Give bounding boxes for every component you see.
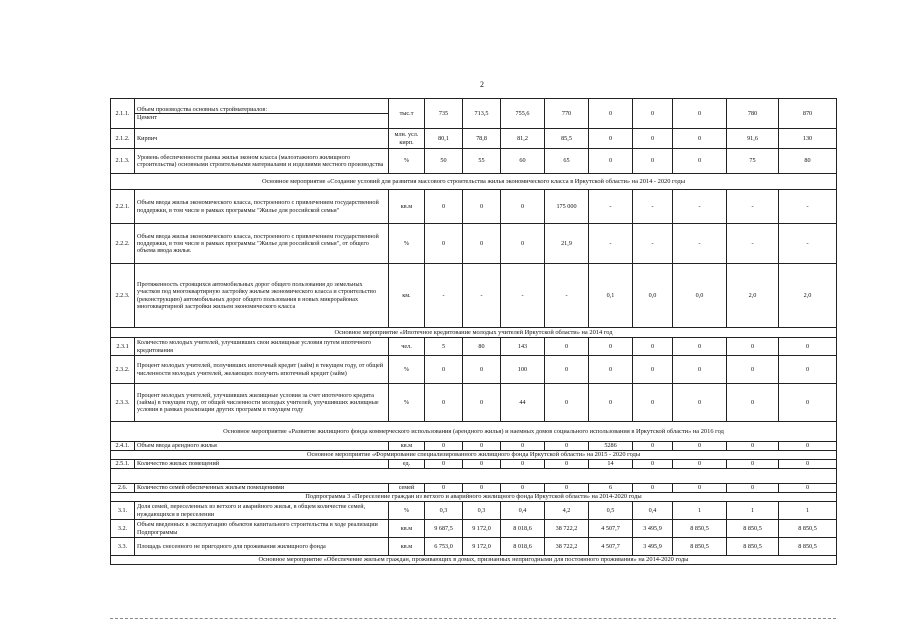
unit-cell: тыс.т <box>389 99 425 129</box>
value-cell: 3 495,9 <box>633 520 673 538</box>
row-index: 2.1.1. <box>111 99 135 129</box>
value-cell: 0 <box>545 460 589 469</box>
value-cell: 0 <box>673 129 727 149</box>
value-cell: - <box>545 264 589 328</box>
indicator-name: Доля семей, переселенных из ветхого и аварийного жилья, в общем количестве семей, нуждающихся в переселении <box>135 502 389 520</box>
value-cell: 8 850,5 <box>727 538 779 556</box>
value-cell: 0 <box>633 442 673 451</box>
value-cell: 0 <box>779 356 837 384</box>
value-cell: - <box>463 264 501 328</box>
value-cell: 0 <box>673 99 727 129</box>
section-title: Подпрограмма 3 «Переселение граждан из ветхого и аварийного жилищного фонда Иркутской области» на 2014-2020 годы <box>111 493 837 502</box>
table-row <box>111 338 837 356</box>
value-cell: 100 <box>501 356 545 384</box>
value-cell: 0 <box>779 384 837 422</box>
value-cell: 0 <box>425 484 463 493</box>
value-cell: 8 018,6 <box>501 538 545 556</box>
value-cell: 0 <box>425 442 463 451</box>
value-cell: - <box>633 224 673 264</box>
value-cell: - <box>673 190 727 224</box>
value-cell: 9 172,0 <box>463 538 501 556</box>
unit-cell: кв.м <box>389 538 425 556</box>
indicator-name: Уровень обеспеченности рынка жилья эконом класса (малоэтажного жилищного строительства) основными строительными материалами и изделиями местного производства <box>135 149 389 174</box>
indicator-name: Количество семей обеспеченных жильем помещениями <box>135 484 389 493</box>
value-cell: 55 <box>463 149 501 174</box>
section-header-row <box>111 328 837 338</box>
value-cell: 85,5 <box>545 129 589 149</box>
indicator-name: Кирпич <box>135 129 389 149</box>
value-cell: 60 <box>501 149 545 174</box>
page-number: 2 <box>480 80 484 89</box>
value-cell: 780 <box>727 99 779 129</box>
value-cell: 4 507,7 <box>589 538 633 556</box>
blank-row <box>111 469 837 484</box>
row-index: 3.2. <box>111 520 135 538</box>
value-cell: 0 <box>727 484 779 493</box>
section-header-row <box>111 174 837 190</box>
section-title: Основное мероприятие «Развитие жилищного фонда коммерческого использования (арендного жилья) и наемных домов социального использования в Иркутской области» на 2016 год <box>111 422 837 442</box>
value-cell: - <box>727 224 779 264</box>
value-cell: 4,2 <box>545 502 589 520</box>
value-cell: 0 <box>545 338 589 356</box>
table-row <box>111 538 837 556</box>
unit-cell: ед. <box>389 460 425 469</box>
value-cell: 0 <box>633 129 673 149</box>
bottom-rule <box>110 618 836 620</box>
value-cell: 65 <box>545 149 589 174</box>
value-cell: 0 <box>463 190 501 224</box>
value-cell: 0,5 <box>589 502 633 520</box>
value-cell: 8 018,6 <box>501 520 545 538</box>
value-cell: 0 <box>425 224 463 264</box>
section-header-row <box>111 422 837 442</box>
unit-cell: % <box>389 502 425 520</box>
table-row <box>111 129 837 149</box>
indicator-name: Процент молодых учителей, улучшивших жилищные условия за счет ипотечного кредита (займа) в текущем году, от общей численности молодых учителей, улучшивших жилищные условия в рамках реализации других программ в текущем году <box>135 384 389 422</box>
value-cell: 713,5 <box>463 99 501 129</box>
value-cell: 0 <box>545 484 589 493</box>
value-cell: 0 <box>673 484 727 493</box>
value-cell: 770 <box>545 99 589 129</box>
indicator-name: Количество молодых учителей, улучшивших свои жилищные условия путем ипотечного кредитования <box>135 338 389 356</box>
value-cell: 8 850,5 <box>779 538 837 556</box>
value-cell: - <box>673 224 727 264</box>
value-cell: 0 <box>589 356 633 384</box>
value-cell: - <box>633 190 673 224</box>
value-cell: 0 <box>633 356 673 384</box>
value-cell: 0,1 <box>589 264 633 328</box>
value-cell: 0 <box>633 484 673 493</box>
value-cell: - <box>501 264 545 328</box>
value-cell: 0 <box>545 442 589 451</box>
value-cell: 0 <box>463 224 501 264</box>
row-index: 2.5.1. <box>111 460 135 469</box>
indicator-name: Площадь снесенного не пригодного для проживания жилищного фонда <box>135 538 389 556</box>
value-cell: 6 <box>589 484 633 493</box>
indicator-name: Объем ввода жилья экономического класса, построенного с привлечением государственной поддержки, в том числе в рамках программы "Жилье для российской семьи", от общего объема ввода жилья. <box>135 224 389 264</box>
table-row <box>111 356 837 384</box>
value-cell: 0 <box>673 356 727 384</box>
table-row <box>111 224 837 264</box>
value-cell: 0 <box>425 384 463 422</box>
value-cell: 80 <box>463 338 501 356</box>
value-cell: 0 <box>673 460 727 469</box>
row-index: 2.1.3. <box>111 149 135 174</box>
value-cell: 4 507,7 <box>589 520 633 538</box>
value-cell: 0,3 <box>425 502 463 520</box>
value-cell: 0 <box>501 190 545 224</box>
row-index: 2.3.3. <box>111 384 135 422</box>
indicator-group-title: Объем производства основных стройматериалов: <box>135 106 388 114</box>
value-cell: 0 <box>501 460 545 469</box>
table-row <box>111 384 837 422</box>
value-cell: 0 <box>463 384 501 422</box>
indicator-name: Процент молодых учителей, получивших ипотечный кредит (займ) в текущем году, от общей численности молодых учителей, желающих получить ипотечный кредит (займ) <box>135 356 389 384</box>
value-cell: 80,1 <box>425 129 463 149</box>
unit-cell: семей <box>389 484 425 493</box>
table-row <box>111 149 837 174</box>
value-cell: 0 <box>589 129 633 149</box>
value-cell: 0 <box>779 460 837 469</box>
row-index: 2.3.2. <box>111 356 135 384</box>
indicator-name: Протяженность строящихся автомобильных дорог общего пользования до земельных участков под многоквартирную застройку жильем экономического класса и строительство (реконструкцию) автомобильных дорог общего пользования в новых микрорайонах многоквартирной застройки жильем экономического класса <box>135 264 389 328</box>
value-cell: 0 <box>633 384 673 422</box>
value-cell: - <box>589 224 633 264</box>
row-index: 2.1.2. <box>111 129 135 149</box>
row-index: 2.2.2. <box>111 224 135 264</box>
unit-cell: % <box>389 356 425 384</box>
value-cell: - <box>727 190 779 224</box>
value-cell: 2,0 <box>779 264 837 328</box>
unit-cell: км. <box>389 264 425 328</box>
value-cell: 0 <box>425 190 463 224</box>
section-title: Основное мероприятие «Формирование специализированного жилищного фонда Иркутской области» на 2015 - 2020 годы <box>111 451 837 460</box>
value-cell: 5286 <box>589 442 633 451</box>
section-title: Основное мероприятие «Создание условий для развития массового строительства жилья экономического класса в Иркутской области» на 2014 - 2020 годы <box>111 174 837 190</box>
value-cell: 8 850,5 <box>673 520 727 538</box>
value-cell: 38 722,2 <box>545 520 589 538</box>
section-title: Основное мероприятие «Ипотечное кредитование молодых учителей Иркутской области» на 2014 год <box>111 328 837 338</box>
row-index: 2.2.3. <box>111 264 135 328</box>
indicator-name: Количество жилых помещений <box>135 460 389 469</box>
value-cell: 870 <box>779 99 837 129</box>
unit-cell: кв.м <box>389 190 425 224</box>
indicator-subname: Цемент <box>137 114 157 121</box>
value-cell: 755,6 <box>501 99 545 129</box>
indicators-table <box>110 98 837 565</box>
row-index: 2.3.1 <box>111 338 135 356</box>
value-cell: 2,0 <box>727 264 779 328</box>
section-header-row <box>111 493 837 502</box>
value-cell: 0,4 <box>501 502 545 520</box>
value-cell: 0 <box>463 460 501 469</box>
table-row <box>111 484 837 493</box>
unit-cell: млн. усл. кирп. <box>389 129 425 149</box>
value-cell: 0 <box>545 356 589 384</box>
row-index: 2.6. <box>111 484 135 493</box>
table-row <box>111 520 837 538</box>
value-cell: 0 <box>673 384 727 422</box>
table-row <box>111 99 837 129</box>
table-row <box>111 502 837 520</box>
value-cell: 0 <box>779 338 837 356</box>
value-cell: 130 <box>779 129 837 149</box>
value-cell: 0 <box>633 460 673 469</box>
value-cell: 0,4 <box>633 502 673 520</box>
blank-cell <box>111 469 837 484</box>
row-index: 2.4.1. <box>111 442 135 451</box>
value-cell: 0 <box>673 338 727 356</box>
value-cell: 175 000 <box>545 190 589 224</box>
row-index: 3.3. <box>111 538 135 556</box>
value-cell: 0 <box>727 384 779 422</box>
value-cell: 0 <box>463 442 501 451</box>
value-cell: 0 <box>727 442 779 451</box>
value-cell: 0 <box>589 338 633 356</box>
value-cell: 78,8 <box>463 129 501 149</box>
value-cell: 0 <box>425 460 463 469</box>
unit-cell: % <box>389 149 425 174</box>
value-cell: 3 495,9 <box>633 538 673 556</box>
value-cell: 0 <box>463 484 501 493</box>
value-cell: - <box>779 224 837 264</box>
unit-cell: % <box>389 224 425 264</box>
table-row <box>111 442 837 451</box>
section-header-row <box>111 556 837 565</box>
value-cell: 0 <box>463 356 501 384</box>
unit-cell: кв.м <box>389 520 425 538</box>
value-cell: - <box>589 190 633 224</box>
value-cell: 1 <box>779 502 837 520</box>
value-cell: 0 <box>633 338 673 356</box>
value-cell: 14 <box>589 460 633 469</box>
indicators-table-body <box>111 99 837 565</box>
value-cell: 44 <box>501 384 545 422</box>
value-cell: 9 687,5 <box>425 520 463 538</box>
value-cell: - <box>425 264 463 328</box>
value-cell: 0 <box>589 384 633 422</box>
value-cell: 0 <box>673 442 727 451</box>
value-cell: 5 <box>425 338 463 356</box>
value-cell: 0 <box>589 149 633 174</box>
row-index: 2.2.1. <box>111 190 135 224</box>
value-cell: - <box>779 190 837 224</box>
value-cell: 0 <box>673 149 727 174</box>
value-cell: 8 850,5 <box>779 520 837 538</box>
value-cell: 735 <box>425 99 463 129</box>
row-index: 3.1. <box>111 502 135 520</box>
value-cell: 8 850,5 <box>673 538 727 556</box>
value-cell: 0 <box>727 338 779 356</box>
value-cell: 9 172,0 <box>463 520 501 538</box>
table-row <box>111 460 837 469</box>
value-cell: 0,0 <box>673 264 727 328</box>
indicator-name: Объем ввода арендного жилья <box>135 442 389 451</box>
value-cell: 80 <box>779 149 837 174</box>
value-cell: 0,3 <box>463 502 501 520</box>
value-cell: 0 <box>633 99 673 129</box>
value-cell: 21,9 <box>545 224 589 264</box>
section-header-row <box>111 451 837 460</box>
value-cell: 50 <box>425 149 463 174</box>
indicator-name: Объем ввода жилья экономического класса, построенного с привлечением государственной поддержки, в том числе в рамках программы "Жилье для российской семьи" <box>135 190 389 224</box>
value-cell: 143 <box>501 338 545 356</box>
table-row <box>111 264 837 328</box>
value-cell: 0 <box>779 484 837 493</box>
value-cell: 0 <box>727 356 779 384</box>
unit-cell: % <box>389 384 425 422</box>
value-cell: 81,2 <box>501 129 545 149</box>
indicator-name <box>135 99 389 129</box>
table-row <box>111 190 837 224</box>
value-cell: 0 <box>501 442 545 451</box>
value-cell: 75 <box>727 149 779 174</box>
value-cell: 0 <box>501 484 545 493</box>
value-cell: 0 <box>633 149 673 174</box>
value-cell: 1 <box>673 502 727 520</box>
value-cell: 0 <box>545 384 589 422</box>
unit-cell: чел. <box>389 338 425 356</box>
unit-cell: кв.м <box>389 442 425 451</box>
section-title: Основное мероприятие «Обеспечение жильем граждан, проживающих в домах, признанных непригодными для постоянного проживания» на 2014-2020 годы <box>111 556 837 565</box>
value-cell: 0,0 <box>633 264 673 328</box>
value-cell: 8 850,5 <box>727 520 779 538</box>
value-cell: 0 <box>425 356 463 384</box>
value-cell: 0 <box>727 460 779 469</box>
value-cell: 0 <box>589 99 633 129</box>
value-cell: 0 <box>501 224 545 264</box>
value-cell: 6 753,0 <box>425 538 463 556</box>
value-cell: 91,6 <box>727 129 779 149</box>
value-cell: 38 722,2 <box>545 538 589 556</box>
indicator-name: Объем введенных в эксплуатацию объектов капитального строительства в ходе реализации Подпрограммы <box>135 520 389 538</box>
value-cell: 1 <box>727 502 779 520</box>
value-cell: 0 <box>779 442 837 451</box>
